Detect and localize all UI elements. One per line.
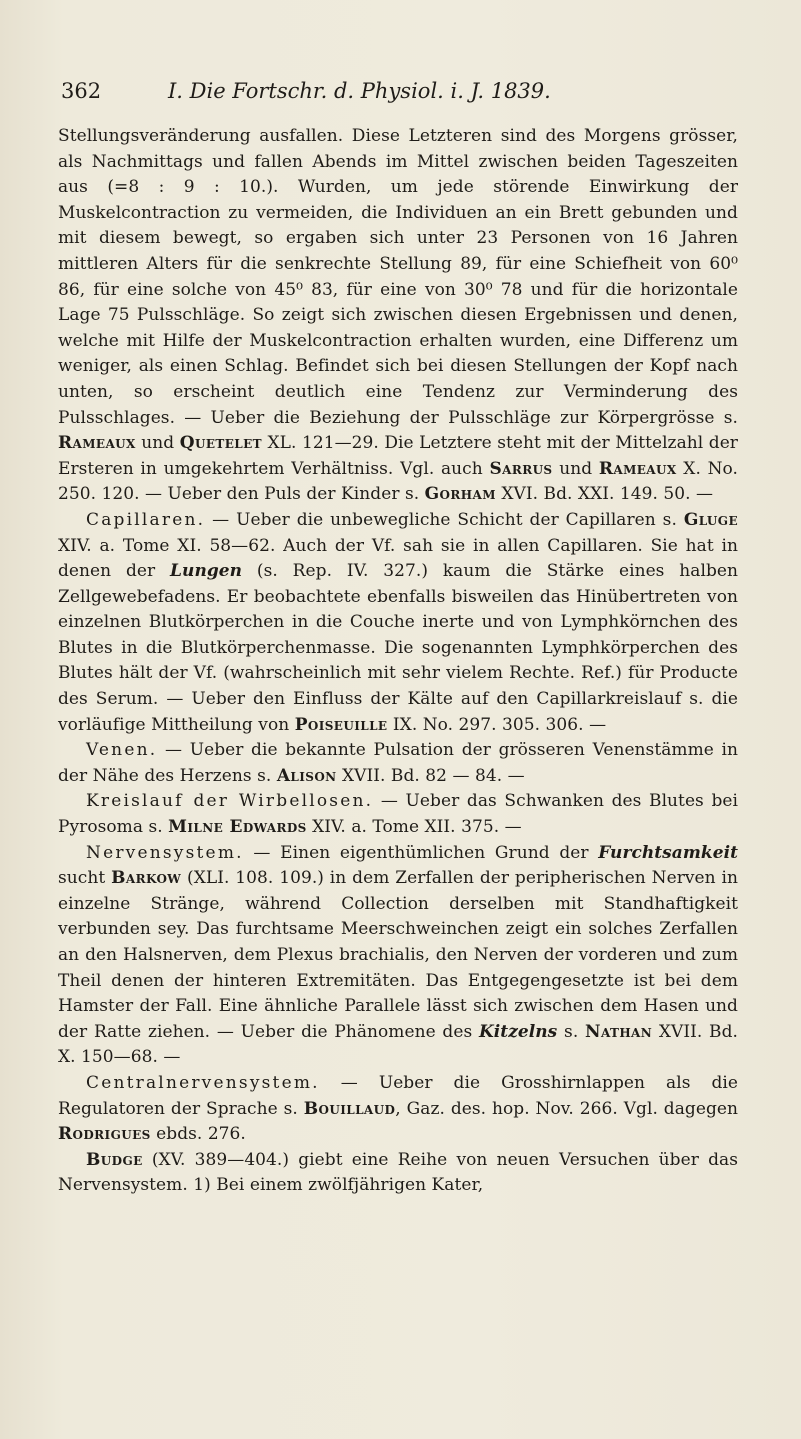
text-run: — Ueber das Schwanken des Blutes bei Pyrosoma s. [58, 791, 738, 838]
author-name: Rameaux [58, 433, 136, 454]
text-run: sucht [58, 868, 112, 889]
author-name: Milne Edwards [168, 817, 307, 838]
running-head-title: I. Die Fortschr. d. Physiol. i. J. 1839. [168, 79, 551, 103]
text-run: XVII. Bd. X. 150—68. — [58, 1021, 738, 1068]
text-run: — Ueber die unbewegliche Schicht der Capillaren s. [205, 509, 684, 530]
text-run: XVI. Bd. XXI. 149. 50. — [495, 484, 714, 505]
paragraph-p4 [58, 789, 738, 840]
author-name: Gorham [424, 484, 496, 505]
paragraph-p2 [58, 508, 738, 738]
text-run: — Einen eigenthümlichen Grund der [243, 842, 599, 863]
section-heading: Nervensystem. [86, 842, 244, 863]
author-name: Gluge [683, 509, 738, 530]
text-run: und [552, 458, 599, 479]
text-run: (s. Rep. IV. 327.) kaum die Stärke eines halben Zellgewebefadens. Er beobachtete ebenfalls bisweilen das Hinübertreten von einzelnen Blutkörperchen in die Couche inerte und von Lymphkörnchen des Blutes in die Blutkörperchenmasse. Die sogenannten Lymphkörperchen des Blutes hält der Vf. (wahrscheinlich mit sehr vielem Rechte. Ref.) für Producte des Serum. — Ueber den Einfluss der Kälte auf den Capillarkreislauf s. die vorläufige Mittheilung von [58, 561, 738, 735]
text-run: XIV. a. Tome XII. 375. — [306, 817, 522, 838]
text-run: und [135, 433, 180, 454]
text-run: (XLI. 108. 109.) in dem Zerfallen der peripherischen Nerven in einzelne Stränge, während Collection derselben mit Standhaftigkeit verbunden sey. Das furchtsame Meerschweinchen zeigt ein solches Zerfallen an den Halsnerven, dem Plexus brachialis, den Nerven der vorderen und zum Theil denen der hinteren Extremitäten. Das Entgegengesetzte ist bei dem Hamster der Fall. Eine ähnliche Parallele lässt sich zwischen dem Hasen und der Ratte ziehen. — Ueber die Phänomene des [58, 868, 738, 1042]
text-run: XIV. a. Tome XI. 58—62. Auch der Vf. sah sie in allen Capillaren. Sie hat in denen der [58, 535, 738, 582]
author-name: Nathan [585, 1021, 653, 1042]
section-heading: Centralnervensystem. [86, 1072, 320, 1093]
text-run: IX. No. 297. 305. 306. — [387, 714, 607, 735]
text-run: X. No. 250. 120. — Ueber den Puls der Kinder s. [58, 458, 738, 505]
text-run: (XV. 389—404.) giebt eine Reihe von neuen Versuchen über das Nervensystem. 1) Bei einem zwölfjährigen Kater, [58, 1149, 738, 1196]
running-head [58, 76, 743, 116]
author-name: Rodrigues [58, 1124, 151, 1145]
author-name: Alison [276, 765, 337, 786]
paragraph-p3 [58, 738, 738, 789]
text-run: s. [557, 1021, 585, 1042]
section-heading: Kreislauf der Wirbellosen. [86, 791, 374, 812]
page-number: 362 [61, 79, 102, 103]
text-run: , Gaz. des. hop. Nov. 266. Vgl. dagegen [395, 1098, 738, 1119]
author-name: Budge [86, 1149, 143, 1170]
author-name: Bouillaud [303, 1098, 396, 1119]
emphasis: Furchtsamkeit [598, 842, 738, 863]
author-name: Rameaux [598, 458, 677, 479]
section-heading: Venen. [86, 740, 158, 761]
text-run: ebds. 276. [150, 1124, 246, 1145]
text-run: — Ueber die bekannte Pulsation der grösseren Venenstämme in der Nähe des Herzens s. [58, 740, 738, 786]
author-name: Quetelet [179, 433, 262, 454]
emphasis: Lungen [170, 561, 243, 582]
paragraph-p6 [58, 1071, 738, 1148]
author-name: Poiseuille [294, 714, 388, 735]
author-name: Sarrus [489, 458, 553, 479]
author-name: Barkow [111, 868, 182, 889]
emphasis: Kitzelns [478, 1021, 558, 1042]
text-run: — Ueber die Grosshirnlappen als die Regulatoren der Sprache s. [58, 1072, 738, 1119]
paragraph-p7 [58, 1148, 738, 1199]
paragraph-p5 [58, 841, 738, 1071]
text-run: Stellungsveränderung ausfallen. Diese Letzteren sind des Morgens grösser, als Nachmittags und fallen Abends im Mittel zwischen beiden Tageszeiten aus (=8 : 9 : 10.). Wurden, um jede störende Einwirkung der Muskelcontraction zu vermeiden, die Individuen an ein Brett gebunden und mit diesem bewegt, so ergaben sich unter 23 Personen von 16 Jahren mittleren Alters für die senkrechte Stellung 89, für eine Schiefheit von 60⁰ 86, für eine solche von 45⁰ 83, für eine von 30⁰ 78 und für die horizontale Lage 75 Pulsschläge. So zeigt sich zwischen diesen Ergebnissen und denen, welche mit Hilfe der Muskelcontraction erhalten wurden, eine Differenz um weniger, als einen Schlag. Befindet sich bei diesen Stellungen der Kopf nach unten, so erscheint deutlich eine Tendenz zur Verminderung des Pulsschlages. — Ueber die Beziehung der Pulsschläge zur Körpergrösse s. [58, 126, 738, 428]
paragraph-p1 [58, 124, 738, 508]
text-run: XVII. Bd. 82 — 84. — [336, 765, 525, 786]
section-heading: Capillaren. [86, 509, 206, 530]
body-text [58, 124, 738, 1199]
text-run: XL. 121—29. Die Letztere steht mit der Mittelzahl der Ersteren in umgekehrtem Verhältniss. Vgl. auch [58, 433, 738, 479]
